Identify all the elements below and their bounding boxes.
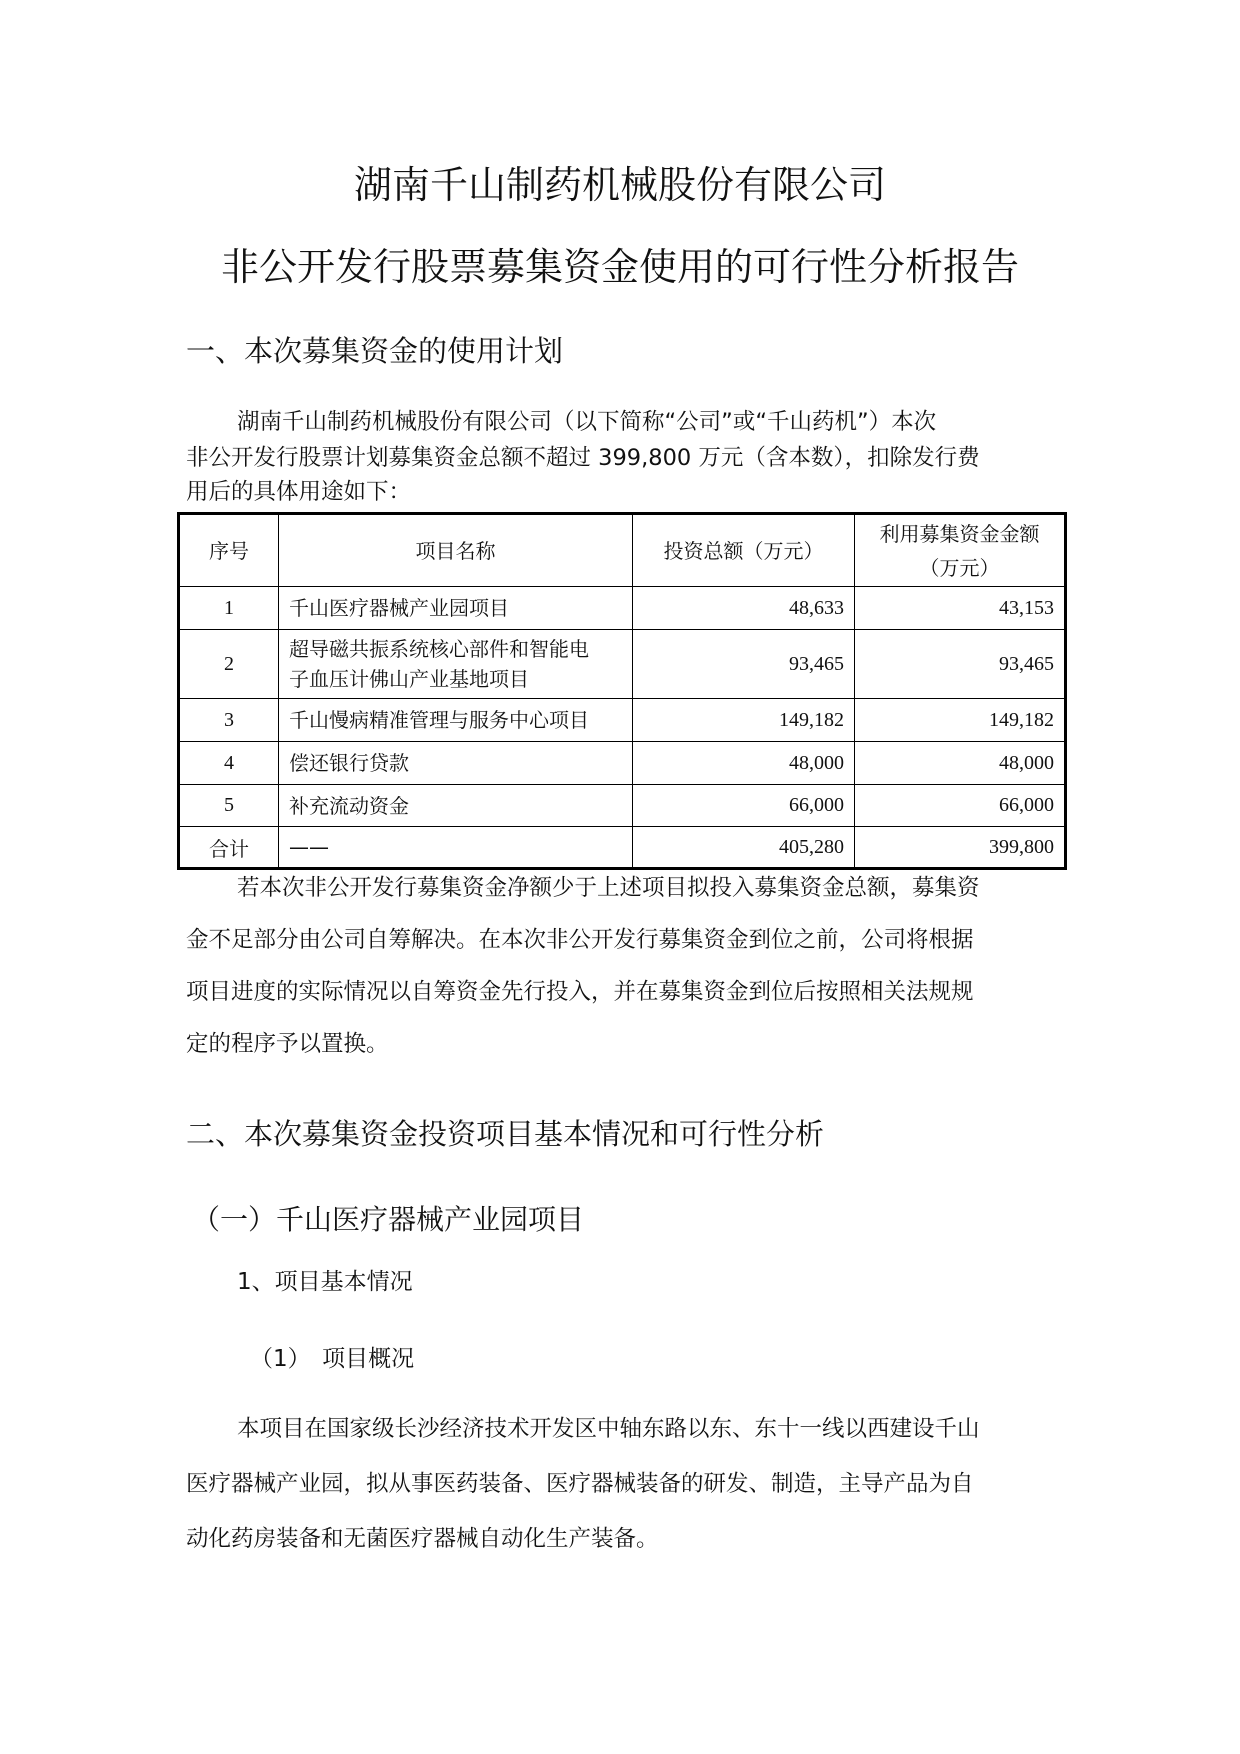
header-seq: 序号 xyxy=(179,514,279,587)
table-row xyxy=(179,742,1066,785)
row-raised-amount: 66,000 xyxy=(855,785,1066,827)
section2-heading: 二、本次募集资金投资项目基本情况和可行性分析 xyxy=(186,1117,825,1151)
header-raised-amount-line1: 利用募集资金金额 xyxy=(879,521,1040,546)
overview-line-1: 本项目在国家级长沙经济技术开发区中轴东路以东、东十一线以西建设千山 xyxy=(237,1416,980,1442)
fund-usage-table xyxy=(177,512,1067,870)
after-table-line-4: 定的程序予以置换。 xyxy=(186,1031,389,1057)
row-project-name-line1: 超导磁共振系统核心部件和智能电 xyxy=(289,637,589,661)
intro-line-3: 用后的具体用途如下： xyxy=(186,479,412,505)
header-raised-amount xyxy=(855,514,1066,587)
row-project-name-line2: 子血压计佛山产业基地项目 xyxy=(289,667,529,691)
row-project-name xyxy=(279,630,633,699)
after-table-line-1: 若本次非公开发行募集资金净额少于上述项目拟投入募集资金总额，募集资 xyxy=(237,875,980,901)
row-seq: 3 xyxy=(179,699,279,742)
row-project-name: 千山医疗器械产业园项目 xyxy=(279,587,633,630)
total-investment-sum: 405,280 xyxy=(633,827,855,869)
row-seq: 2 xyxy=(179,630,279,699)
row-seq: 1 xyxy=(179,587,279,630)
header-raised-amount-line2: （万元） xyxy=(919,555,1000,580)
row-total-investment: 48,000 xyxy=(633,742,855,785)
row-raised-amount: 93,465 xyxy=(855,630,1066,699)
table-header-row xyxy=(179,514,1066,587)
row-seq: 5 xyxy=(179,785,279,827)
total-project-name: —— xyxy=(279,827,633,869)
row-seq: 4 xyxy=(179,742,279,785)
total-label: 合计 xyxy=(179,827,279,869)
after-table-line-2: 金不足部分由公司自筹解决。在本次非公开发行募集资金到位之前，公司将根据 xyxy=(186,927,974,953)
header-total-investment: 投资总额（万元） xyxy=(633,514,855,587)
subsection-1-1-1-heading: （1） 项目概况 xyxy=(250,1346,415,1372)
row-project-name: 千山慢病精准管理与服务中心项目 xyxy=(279,699,633,742)
row-raised-amount: 48,000 xyxy=(855,742,1066,785)
header-project-name: 项目名称 xyxy=(279,514,633,587)
row-total-investment: 66,000 xyxy=(633,785,855,827)
row-total-investment: 48,633 xyxy=(633,587,855,630)
row-project-name: 补充流动资金 xyxy=(279,785,633,827)
row-project-name: 偿还银行贷款 xyxy=(279,742,633,785)
table-row xyxy=(179,699,1066,742)
total-raised-sum: 399,800 xyxy=(855,827,1066,869)
report-title: 非公开发行股票募集资金使用的可行性分析报告 xyxy=(220,245,1019,289)
section1-heading: 一、本次募集资金的使用计划 xyxy=(186,334,564,368)
overview-line-3: 动化药房装备和无菌医疗器械自动化生产装备。 xyxy=(186,1526,659,1552)
intro-line-1: 湖南千山制药机械股份有限公司（以下简称“公司”或“千山药机”）本次 xyxy=(237,409,937,435)
table-total-row xyxy=(179,827,1066,869)
row-total-investment: 93,465 xyxy=(633,630,855,699)
table-row xyxy=(179,587,1066,630)
subsection-1-1-heading: 1、项目基本情况 xyxy=(237,1269,413,1295)
table-row xyxy=(179,785,1066,827)
row-raised-amount: 149,182 xyxy=(855,699,1066,742)
overview-line-2: 医疗器械产业园，拟从事医药装备、医疗器械装备的研发、制造，主导产品为自 xyxy=(186,1471,974,1497)
intro-line-2: 非公开发行股票计划募集资金总额不超过 399,800 万元（含本数），扣除发行费 xyxy=(186,445,980,471)
after-table-line-3: 项目进度的实际情况以自筹资金先行投入，并在募集资金到位后按照相关法规规 xyxy=(186,979,974,1005)
company-title: 湖南千山制药机械股份有限公司 xyxy=(353,163,886,207)
subsection-1-heading: （一）千山医疗器械产业园项目 xyxy=(192,1203,585,1236)
table-row xyxy=(179,630,1066,699)
row-raised-amount: 43,153 xyxy=(855,587,1066,630)
row-total-investment: 149,182 xyxy=(633,699,855,742)
